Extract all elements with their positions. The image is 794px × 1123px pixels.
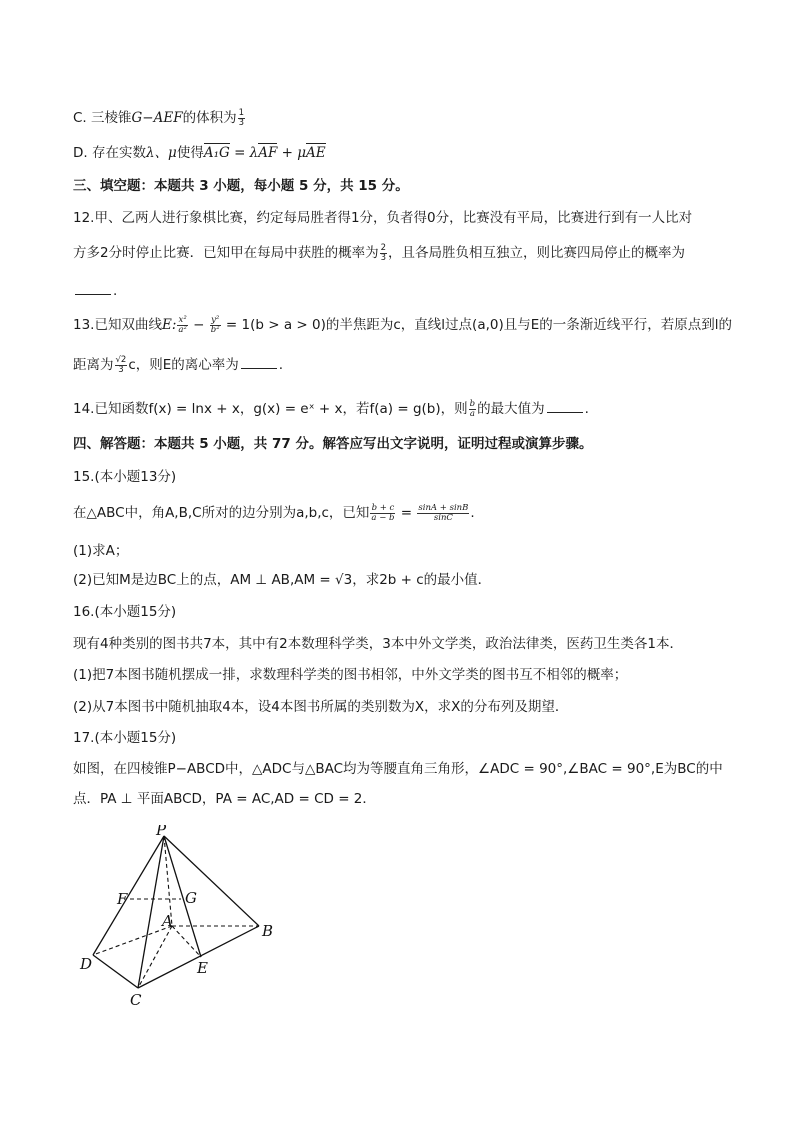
question-16-text: 现有4种类别的图书共7本，其中有2本数理科学类，3本中外文学类，政治法律类，医药卫生类各1本． [73, 636, 683, 652]
label-C: C [130, 991, 142, 1009]
option-c: C. 三棱锥G−AEF的体积为 $\frac{1}{3}$ [73, 107, 245, 128]
question-17-text: 点．PA ⊥ 平面ABCD，PA = AC,AD = CD = 2． [73, 791, 376, 807]
label-D: D [80, 955, 93, 973]
question-15-part-1: (1)求A； [73, 543, 129, 559]
answer-blank [241, 356, 277, 369]
edge-AD [93, 926, 172, 955]
question-16-part-1: (1)把7本图书随机摆成一排，求数理科学类的图书相邻，中外文学类的图书互不相邻的概率； [73, 667, 628, 683]
vector: A₁G [203, 145, 230, 161]
vector: AF [258, 145, 278, 161]
question-13-text: 距离为 $\frac{√2}{3}$ c，则E的离心率为 . [73, 354, 284, 375]
edge-CB [138, 926, 259, 988]
question-17-text: 如图，在四棱锥P−ABCD中，△ADC与△BAC均为等腰直角三角形，∠ADC = 90°,∠BAC = 90°,E为BC的中 [73, 761, 723, 777]
math-expr: G−AEF [131, 110, 183, 126]
question-16-heading: 16.(本小题15分) [73, 604, 177, 620]
label-B: B [262, 922, 274, 940]
fraction: $\frac{1}{3}$ [238, 107, 245, 128]
pyramid-figure [73, 825, 293, 1015]
question-13-text: 13.已知双曲线E: $\frac{\text{x²}}{\text{a²}}$ − $\frac{\text{y²}}{\text{b²}}$ = 1(b > a > 0)的半焦距为c，直线l过点(a,0)且与E的一条渐近线平行，若原点到l的 [73, 314, 733, 335]
vector: AE [306, 145, 326, 161]
fraction: $\frac{√2}{3}$ [115, 354, 127, 375]
question-14-text: 14.已知函数f(x) = lnx + x，g(x) = eˣ + x，若f(a) = g(b)，则 $\frac{b}{a}$ 的最大值为 . [73, 398, 589, 419]
fraction: $\frac{\text{y²}}{\text{b²}}$ [210, 314, 220, 335]
label-P: P [156, 825, 167, 839]
question-12-text: 方多2分时停止比赛．已知甲在每局中获胜的概率为 $\frac{2}{3}$ ，且各局胜负相互独立，则比赛四局停止的概率为 [73, 242, 686, 263]
edge-DC [93, 955, 138, 988]
question-17-heading: 17.(本小题15分) [73, 730, 177, 746]
question-15-heading: 15.(本小题13分) [73, 469, 177, 485]
fraction: $\frac{\text{x²}}{\text{a²}}$ [178, 314, 187, 335]
question-15-part-2: (2)已知M是边BC上的点，AM ⊥ AB,AM = √3，求2b + c的最小值． [73, 572, 492, 588]
label-E: E [197, 959, 208, 977]
fraction: $\frac{\sin A + \sin B}{\sin C}$ [418, 502, 469, 523]
option-d: D. 存在实数λ、μ使得A₁G = λAF + μAE [73, 145, 326, 161]
label-A: A [162, 912, 173, 930]
fraction: $\frac{2}{3}$ [380, 242, 387, 263]
fraction: $\frac{b}{a}$ [469, 398, 476, 419]
question-15-text: 在△ABC中，角A,B,C所对的边分别为a,b,c，已知 $\frac{b + c}{a - b}$ = $\frac{\sin A + \sin B}{\sin C}$ . [73, 502, 475, 523]
label-G: G [185, 889, 197, 907]
question-16-part-2: (2)从7本图书中随机抽取4本，设4本图书所属的类别数为X，求X的分布列及期望． [73, 699, 569, 715]
answer-blank-line: . [73, 281, 117, 301]
fraction: $\frac{b + c}{a - b}$ [371, 502, 395, 523]
question-12-text: 12.甲、乙两人进行象棋比赛，约定每局胜者得1分，负者得0分，比赛没有平局，比赛进行到有一人比对 [73, 210, 693, 226]
section-heading: 四、解答题：本题共 5 小题，共 77 分。解答应写出文字说明，证明过程或演算步骤。 [73, 436, 593, 452]
label-F: F [117, 890, 128, 908]
answer-blank [75, 282, 111, 295]
section-heading: 三、填空题：本题共 3 小题，每小题 5 分，共 15 分。 [73, 178, 409, 194]
answer-blank [547, 400, 583, 413]
